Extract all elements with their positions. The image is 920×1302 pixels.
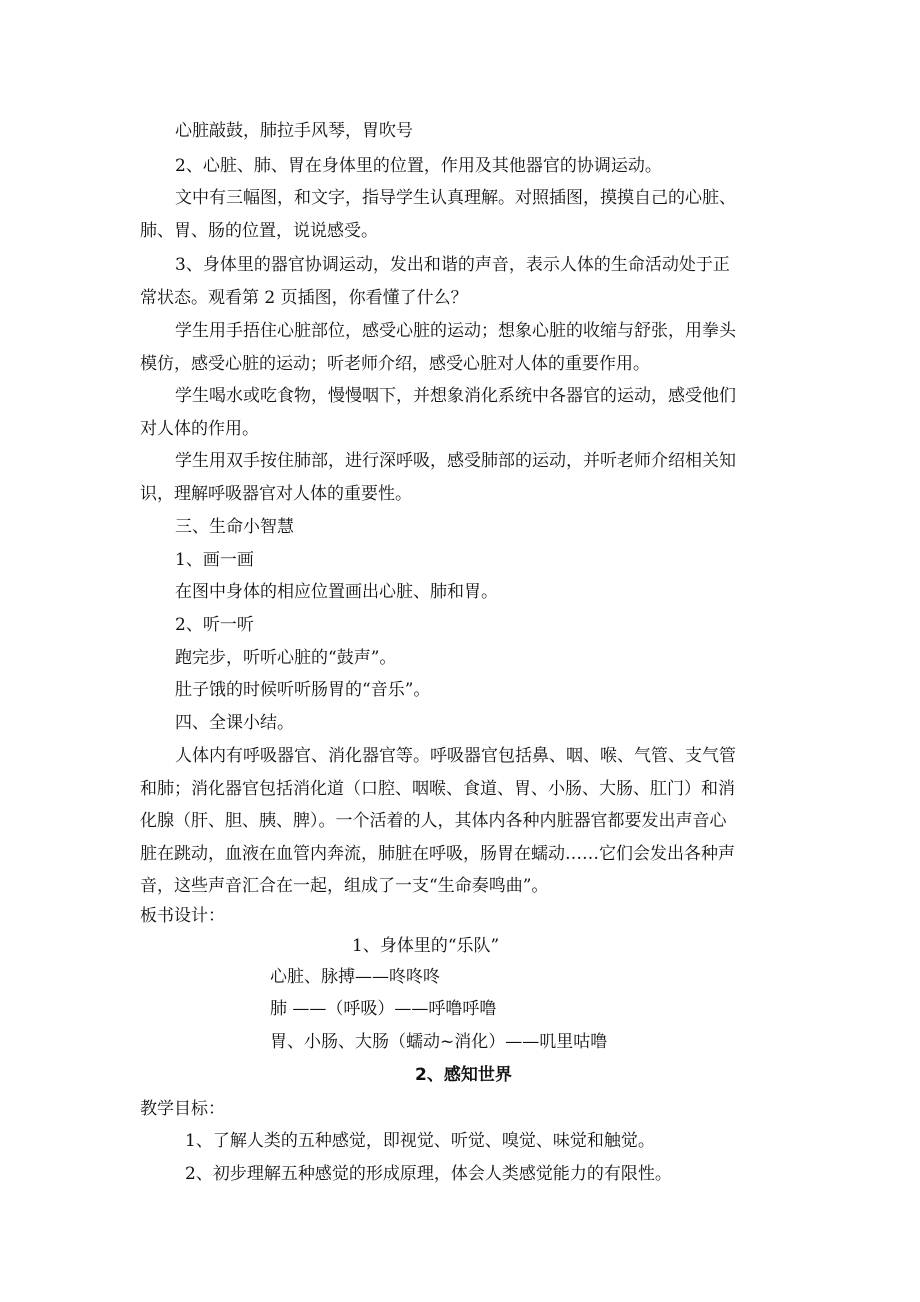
paragraph-line: 肺、胃、肠的位置，说说感受。 (140, 221, 378, 241)
subsection-heading: 2、听一听 (175, 615, 254, 635)
paragraph-line: 化腺（肝、胆、胰、脾）。一个活着的人，其体内各种内脏器官都要发出声音心 (140, 811, 727, 831)
paragraph-line: 跑完步，听听心脏的“鼓声”。 (175, 648, 397, 668)
paragraph-line: 3、身体里的器官协调运动，发出和谐的声音，表示人体的生命活动处于正 (175, 255, 730, 275)
objectives-label: 教学目标： (140, 1099, 225, 1119)
objective-item: 1、了解人类的五种感觉，即视觉、听觉、嗅觉、味觉和触觉。 (185, 1131, 655, 1151)
paragraph-line: 模仿，感受心脏的运动；听老师介绍，感受心脏对人体的重要作用。 (140, 354, 650, 374)
subsection-heading: 1、画一画 (175, 550, 254, 570)
paragraph-line: 文中有三幅图，和文字，指导学生认真理解。对照插图，摸摸自己的心脏、 (175, 188, 736, 208)
board-title: 1、身体里的“乐队” (352, 936, 500, 956)
paragraph-line: 学生喝水或吃食物，慢慢咽下，并想象消化系统中各器官的运动，感受他们 (175, 386, 736, 406)
board-design-label: 板书设计： (140, 906, 225, 926)
paragraph-line: 学生用手捂住心脏部位，感受心脏的运动；想象心脏的收缩与舒张，用拳头 (175, 321, 736, 341)
paragraph-line: 在图中身体的相应位置画出心脏、肺和胃。 (175, 582, 498, 602)
paragraph-line: 人体内有呼吸器官、消化器官等。呼吸器官包括鼻、咽、喉、气管、支气管 (175, 746, 736, 766)
paragraph-line: 学生用双手按住肺部，进行深呼吸，感受肺部的运动，并听老师介绍相关知 (175, 451, 736, 471)
section-heading: 三、生命小智慧 (175, 517, 294, 537)
paragraph-line: 常状态。观看第 2 页插图，你看懂了什么？ (140, 288, 468, 308)
paragraph-line: 识，理解呼吸器官对人体的重要性。 (140, 484, 412, 504)
board-line: 心脏、脉搏——咚咚咚 (270, 967, 440, 987)
paragraph-line: 肚子饿的时候听听肠胃的“音乐”。 (175, 680, 431, 700)
objective-item: 2、初步理解五种感觉的形成原理，体会人类感觉能力的有限性。 (185, 1164, 672, 1184)
board-line: 肺 ——（呼吸）——呼噜呼噜 (270, 999, 497, 1019)
board-line: 胃、小肠、大肠（蠕动~消化）——叽里咕噜 (270, 1032, 608, 1052)
paragraph-line: 脏在跳动，血液在血管内奔流，肺脏在呼吸，肠胃在蠕动……它们会发出各种声 (140, 844, 735, 864)
paragraph-line: 对人体的作用。 (140, 419, 259, 439)
paragraph-line: 和肺；消化器官包括消化道（口腔、咽喉、食道、胃、小肠、大肠、肛门）和消 (140, 779, 735, 799)
lesson-title: 2、感知世界 (415, 1065, 512, 1085)
paragraph-line: 2、心脏、肺、胃在身体里的位置，作用及其他器官的协调运动。 (175, 156, 662, 176)
paragraph-line: 音，这些声音汇合在一起，组成了一支“生命奏鸣曲”。 (140, 876, 549, 896)
section-heading: 四、全课小结。 (175, 713, 294, 733)
paragraph-line: 心脏敲鼓，肺拉手风琴，胃吹号 (175, 121, 413, 141)
